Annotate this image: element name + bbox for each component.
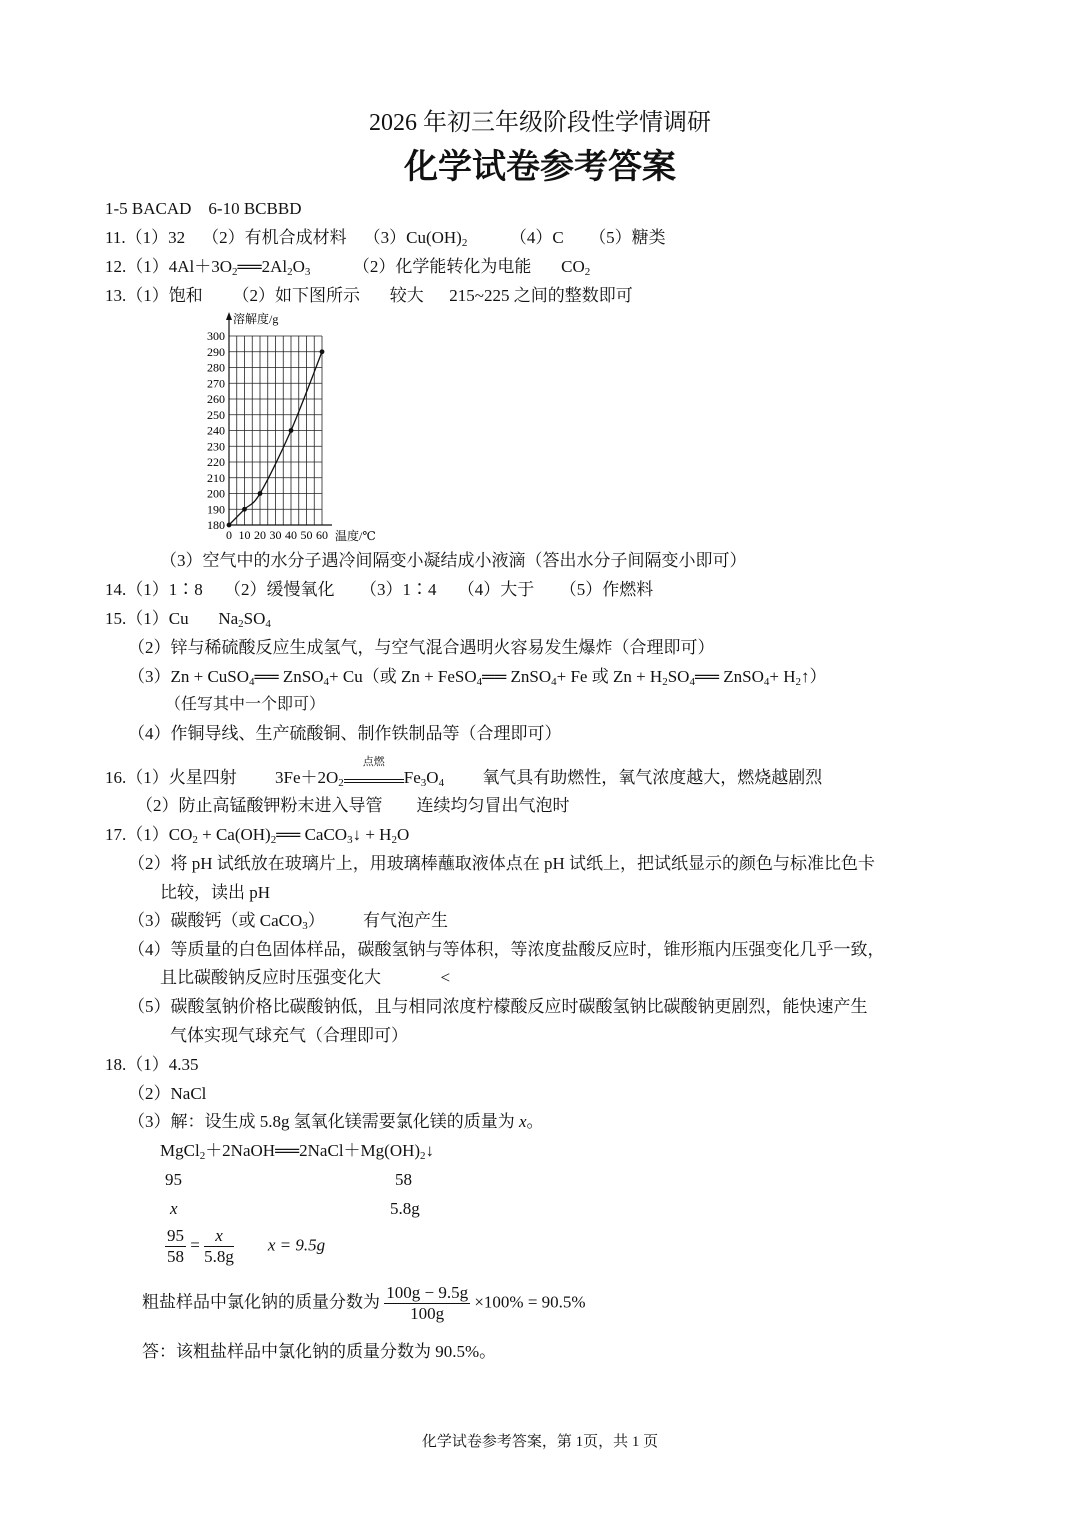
y-tick-240: 240	[207, 423, 225, 438]
q15-part2: （2）锌与稀硫酸反应生成氢气，与空气混合遇明火容易发生爆炸（合理即可）	[128, 638, 715, 657]
y-tick-210: 210	[207, 470, 225, 485]
fraction-mass: $\frac{100g - 9.5g}{100g}$	[386, 1283, 469, 1323]
data-point-60	[320, 349, 325, 354]
y-tick-200: 200	[207, 486, 225, 501]
reaction-condition-sign: 点燃	[344, 770, 404, 783]
q17-part3: （3）碳酸钙（或 CaCO$_3$） 有气泡产生	[128, 911, 448, 932]
x-tick-30: 30	[269, 528, 282, 542]
q17-part2-line1: （2）将 pH 试纸放在玻璃片上，用玻璃棒蘸取液体点在 pH 试纸上，把试纸显示的颜色与标准比色卡	[128, 854, 876, 873]
data-point-0	[227, 523, 232, 528]
q15-part4: （4）作铜导线、生产硫酸铜、制作铁制品等（合理即可）	[128, 724, 562, 743]
q18-equation: $MgCl_2+2NaOH══2NaCl+Mg(OH)_2↓$	[160, 1141, 435, 1162]
q18-part3: （3）解：设生成 5.8g 氢氧化镁需要氯化镁的质量为 x。	[128, 1112, 544, 1131]
solubility-chart	[195, 308, 405, 548]
chart-y-ticks	[207, 329, 225, 532]
x-tick-0: 0	[226, 528, 232, 542]
y-tick-300: 300	[207, 329, 225, 343]
chart-y-label: 溶解度/g	[233, 312, 279, 326]
q13-answers: 13.（1）饱和 （2）如下图所示 较大 215~225 之间的整数即可	[105, 286, 633, 305]
q16-part2: （2）防止高锰酸钾粉末进入导管 连续均匀冒出气泡时	[136, 796, 570, 815]
q18-proportion: $\frac{95}{58}$ = $\frac{x}{5.8g}$ x = 9.5g	[167, 1226, 326, 1266]
q15-part1: 15.（1）Cu $Na_2SO_4$	[105, 609, 271, 630]
chart-x-ticks	[226, 528, 328, 542]
y-tick-270: 270	[207, 376, 225, 391]
q17-part2-line2: 比较，读出 pH	[160, 883, 271, 902]
x-tick-20: 20	[254, 528, 266, 542]
page-footer: 化学试卷参考答案，第 1页，共 1 页	[421, 1434, 659, 1450]
data-point-20	[258, 491, 263, 496]
y-tick-190: 190	[207, 502, 225, 517]
q18-answer: 答：该粗盐样品中氯化钠的质量分数为 90.5%。	[142, 1342, 497, 1361]
y-tick-250: 250	[207, 407, 225, 422]
q17-part4-line1: （4）等质量的白色固体样品，碳酸氢钠与等体积，等浓度盐酸反应时，锥形瓶内压强变化几乎一致，	[128, 940, 885, 959]
fraction-95-58: $\frac{95}{58}$	[167, 1226, 184, 1266]
q15-part3-note: （任写其中一个即可）	[165, 696, 326, 713]
x-tick-60: 60	[316, 528, 328, 542]
q17-part1: $17.(1)CO_2$ + $Ca(OH)_2══$ CaCO$_3$↓ + $H_2O$	[105, 825, 410, 846]
q13-part3: （3）空气中的水分子遇冷间隔变小凝结成小液滴（答出水分子间隔变小即可）	[160, 551, 747, 570]
y-tick-260: 260	[207, 392, 225, 406]
x-tick-10: 10	[238, 528, 251, 542]
q16-part1: 16.（1）火星四射 $3Fe+2O_2$ 点燃 $Fe_3O_4$ 氧气具有助燃性，氧气浓度越大，燃烧越剧烈	[105, 756, 823, 789]
exam-title: 2026 年初三年级阶段性学情调研	[369, 110, 711, 136]
q18-mass-58: 58	[395, 1170, 412, 1189]
q18-mass-5.8g: 5.8g	[390, 1199, 420, 1218]
answer-title: 化学试卷参考答案	[404, 149, 676, 186]
q11-answers: 11.（1）32 （2）有机合成材料 $(3)Cu(OH)_2$ （4）C （5）糖类	[105, 228, 666, 249]
q18-mass-fraction: 粗盐样品中氯化钠的质量分数为 $\frac{100g - 9.5g}{100g}$ ×100% = 90.5%	[142, 1283, 586, 1323]
data-point-40	[289, 428, 294, 433]
q17-part4-line2: 且比碳酸钠反应时压强变化大 <	[160, 968, 451, 987]
y-axis-arrow	[226, 312, 232, 320]
mc-answers: 1-5 BACAD 6-10 BCBBD	[105, 199, 302, 218]
q17-part5-line1: （5）碳酸氢钠价格比碳酸钠低，且与相同浓度柠檬酸反应时碳酸氢钠比碳酸钠更剧烈，能快速产生	[128, 997, 868, 1016]
data-point-10	[242, 507, 247, 512]
q18-mass-95: 95	[165, 1170, 182, 1189]
q17-part5-line2: 气体实现气球充气（合理即可）	[170, 1026, 408, 1045]
q18-part1: 18.（1）4.35	[105, 1055, 199, 1074]
q14-answers: 14.（1）1∶8 （2）缓慢氧化 （3）1∶4 （4）大于 （5）作燃料	[105, 580, 654, 599]
y-tick-280: 280	[207, 360, 225, 375]
q18-part2: （2）NaCl	[128, 1084, 207, 1103]
q12-answers: $12.(1)4Al+3O_2══2Al_2O_3$ （2）化学能转化为电能 $CO_2$	[105, 257, 591, 278]
q18-mass-x: x	[170, 1199, 178, 1218]
q15-part3: （3）Zn + CuSO$_4$══ ZnSO$_4$+ Cu（或 Zn + FeSO$_4$══ ZnSO$_4$+ Fe 或 $Zn + H_2SO_4══$ ZnSO$_4$+ $H_2↑$）	[128, 667, 827, 688]
chart-grid	[229, 336, 322, 525]
fraction-x-5.8g: $\frac{x}{5.8g}$	[204, 1226, 234, 1266]
y-tick-220: 220	[207, 455, 225, 469]
chart-x-label: 温度/℃	[335, 529, 376, 543]
y-tick-180: 180	[207, 518, 225, 532]
y-tick-290: 290	[207, 344, 225, 359]
chart-axes	[226, 312, 332, 525]
x-tick-40: 40	[285, 528, 297, 542]
x-tick-50: 50	[300, 528, 313, 542]
y-tick-230: 230	[207, 439, 225, 454]
